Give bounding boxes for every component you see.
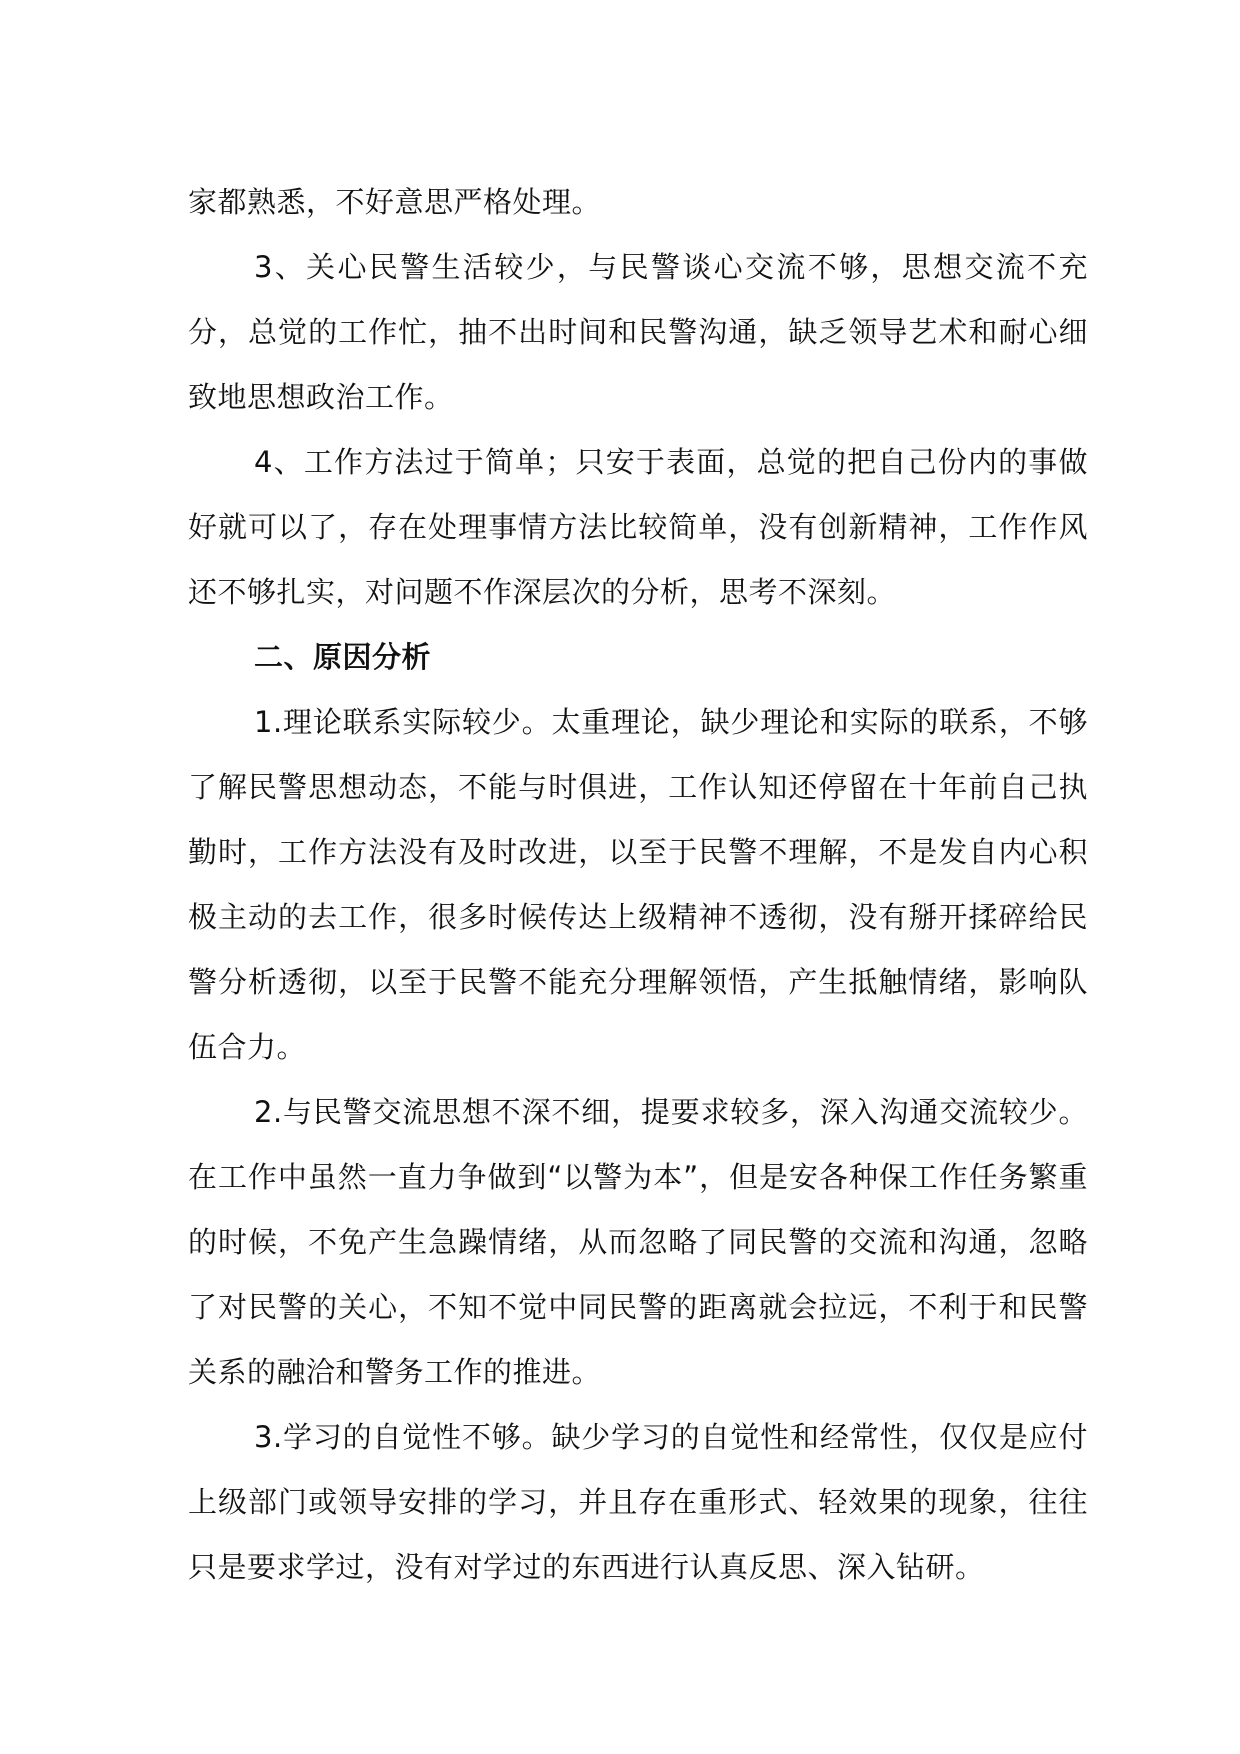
paragraph-item-4: 4、工作方法过于简单；只安于表面，总觉的把自己份内的事做好就可以了，存在处理事情方法比较简单，没有创新精神，工作作风还不够扎实，对问题不作深层次的分析，思考不深刻。	[188, 445, 1088, 609]
section-heading: 二、原因分析	[254, 640, 432, 674]
paragraph-continuation: 家都熟悉，不好意思严格处理。	[188, 185, 602, 219]
document-body	[188, 170, 1088, 1600]
paragraph-item-3: 3、关心民警生活较少，与民警谈心交流不够，思想交流不充分，总觉的工作忙，抽不出时间和民警沟通，缺乏领导艺术和耐心细致地思想政治工作。	[188, 250, 1088, 414]
paragraph-cause-3: 3.学习的自觉性不够。缺少学习的自觉性和经常性，仅仅是应付上级部门或领导安排的学习，并且存在重形式、轻效果的现象，往往只是要求学过，没有对学过的东西进行认真反思、深入钻研。	[188, 1420, 1088, 1584]
paragraph-cause-2: 2.与民警交流思想不深不细，提要求较多，深入沟通交流较少。在工作中虽然一直力争做到“以警为本”，但是安各种保工作任务繁重的时候，不免产生急躁情绪，从而忽略了同民警的交流和沟通，忽略了对民警的关心，不知不觉中同民警的距离就会拉远，不利于和民警关系的融洽和警务工作的推进。	[188, 1095, 1088, 1389]
paragraph-cause-1: 1.理论联系实际较少。太重理论，缺少理论和实际的联系，不够了解民警思想动态，不能与时俱进，工作认知还停留在十年前自己执勤时，工作方法没有及时改进，以至于民警不理解，不是发自内心积极主动的去工作，很多时候传达上级精神不透彻，没有掰开揉碎给民警分析透彻，以至于民警不能充分理解领悟，产生抵触情绪，影响队伍合力。	[188, 705, 1088, 1064]
